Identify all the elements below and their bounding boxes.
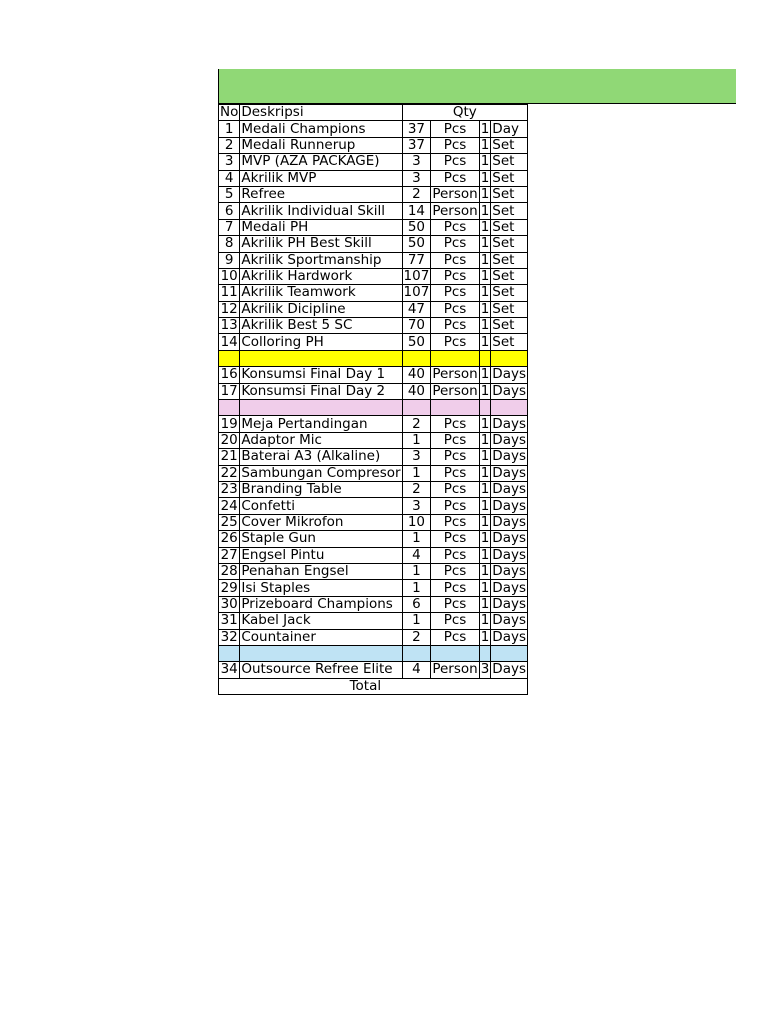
cell-period: Days: [492, 596, 526, 612]
table-row: [219, 236, 528, 252]
table-row: [219, 514, 528, 530]
cell-description: Colloring PH: [240, 334, 402, 350]
cell-count: 1: [480, 120, 490, 137]
cell-qty: 50: [402, 219, 431, 235]
cell-description: Akrilik Sportmanship: [240, 252, 402, 268]
table-row: [219, 170, 528, 186]
header-no: No: [220, 104, 239, 121]
table-row: [219, 154, 528, 170]
cell-description: Akrilik Dicipline: [240, 301, 402, 317]
cell-unit: Pcs: [431, 416, 479, 432]
cell-description: Engsel Pintu: [240, 547, 402, 563]
cell-no: 29: [219, 580, 240, 596]
table-row: [219, 285, 528, 301]
table-row: [219, 318, 528, 334]
cell-unit: Pcs: [431, 465, 479, 481]
cell-qty: 3: [402, 170, 431, 186]
cell-no: 4: [219, 170, 240, 186]
cell-no: 17: [219, 383, 240, 399]
title-banner: [218, 69, 736, 104]
cell-no: 3: [219, 154, 240, 170]
cell-qty: 2: [402, 629, 431, 645]
cell-no: 27: [219, 547, 240, 563]
cell-qty: 1: [402, 563, 431, 579]
cell-unit: Pcs: [431, 137, 479, 153]
cell-period: Days: [492, 481, 526, 498]
table-row: [219, 203, 528, 219]
cell-period: Days: [492, 661, 526, 678]
cell-qty: 107: [403, 284, 430, 301]
cell-count: 1: [480, 153, 490, 170]
table-row: [219, 629, 528, 645]
table-row: [219, 580, 528, 596]
cell-count: 1: [480, 186, 490, 203]
section-separator-blue: [219, 645, 528, 661]
cell-period: Set: [491, 137, 528, 153]
cell-no: 1: [219, 121, 240, 137]
cell-no: 10: [219, 268, 240, 284]
cell-description: Medali Runnerup: [240, 137, 402, 153]
cell-qty: 1: [402, 531, 431, 547]
cell-period: Set: [491, 186, 528, 202]
cell-period: Day: [491, 121, 528, 137]
cell-description: Konsumsi Final Day 1: [240, 367, 402, 383]
cell-qty: 37: [402, 137, 431, 153]
cell-count: 1: [480, 448, 490, 465]
cell-unit: Pcs: [431, 613, 479, 629]
cell-description: Medali PH: [240, 219, 402, 235]
cell-unit: Pcs: [431, 268, 479, 284]
cell-qty: 2: [402, 186, 431, 202]
cell-description: Medali Champions: [240, 121, 402, 137]
cell-count: 1: [480, 170, 490, 186]
cell-description: Isi Staples: [240, 580, 402, 596]
cell-no: 8: [219, 236, 240, 252]
cell-period: Set: [491, 268, 528, 284]
cell-count: 1: [480, 235, 490, 252]
header-row: [219, 105, 528, 121]
cell-unit: Pcs: [431, 596, 479, 612]
cell-period: Days: [492, 612, 526, 629]
cell-period: Set: [491, 154, 528, 170]
cell-period: Set: [491, 219, 528, 235]
table-row: [219, 465, 528, 481]
cell-no: 28: [219, 563, 240, 579]
cell-period: Days: [492, 514, 526, 530]
cell-unit: Pcs: [431, 629, 479, 645]
cell-description: Confetti: [240, 498, 402, 514]
cell-qty: 1: [402, 613, 431, 629]
cell-description: Akrilik Teamwork: [240, 285, 402, 301]
cell-no: 13: [219, 318, 240, 334]
cell-no: 23: [219, 481, 240, 497]
cell-description: Akrilik Best 5 SC: [240, 318, 402, 334]
cell-description: Penahan Engsel: [240, 563, 402, 579]
cell-period: Days: [492, 497, 526, 514]
cell-count: 3: [480, 661, 490, 678]
cell-qty: 50: [402, 334, 431, 350]
cell-unit: Person: [432, 186, 478, 203]
cell-count: 1: [480, 497, 490, 514]
cell-qty: 47: [402, 301, 431, 317]
cell-unit: Pcs: [431, 236, 479, 252]
cell-no: 6: [219, 203, 240, 219]
cell-qty: 50: [402, 236, 431, 252]
cell-no: 2: [219, 137, 240, 153]
cell-count: 1: [480, 481, 490, 498]
cell-qty: 4: [402, 547, 431, 563]
cell-unit: Pcs: [431, 498, 479, 514]
cell-period: Days: [492, 448, 526, 465]
cell-unit: Pcs: [431, 334, 479, 350]
cell-period: Days: [492, 383, 526, 399]
cell-count: 1: [480, 317, 490, 334]
cell-qty: 40: [402, 383, 431, 399]
cell-qty: 2: [402, 481, 431, 497]
cell-no: 12: [219, 301, 240, 317]
cell-no: 32: [219, 629, 240, 645]
cell-period: Set: [491, 236, 528, 252]
table-row: [219, 252, 528, 268]
cell-no: 5: [219, 186, 240, 202]
cell-unit: Pcs: [431, 154, 479, 170]
cell-unit: Pcs: [431, 547, 479, 563]
cell-qty: 37: [402, 121, 431, 137]
cell-no: 14: [219, 334, 240, 350]
cell-qty: 1: [402, 465, 431, 481]
table-row: [219, 531, 528, 547]
cell-count: 1: [480, 415, 490, 432]
cell-unit: Pcs: [431, 301, 479, 317]
table-row: [219, 498, 528, 514]
cell-unit: Person: [432, 366, 478, 383]
cell-count: 1: [480, 432, 490, 448]
cell-no: 31: [219, 613, 240, 629]
cell-period: Set: [491, 334, 528, 350]
cell-description: Outsource Refree Elite: [240, 662, 402, 678]
cell-description: Konsumsi Final Day 2: [240, 383, 402, 399]
table-row: [219, 137, 528, 153]
cell-count: 1: [480, 612, 490, 629]
cell-period: Days: [492, 579, 526, 596]
section-separator-yellow: [219, 350, 528, 366]
cell-qty: 4: [402, 662, 431, 678]
cell-period: Days: [492, 366, 526, 383]
cell-description: Refree: [240, 186, 402, 202]
cell-description: Akrilik MVP: [240, 170, 402, 186]
cell-count: 1: [480, 301, 490, 317]
cell-unit: Pcs: [431, 580, 479, 596]
cell-qty: 6: [402, 596, 431, 612]
cell-no: 22: [219, 465, 240, 481]
cell-unit: Person: [432, 202, 478, 219]
cell-no: 16: [219, 367, 240, 383]
cell-no: 34: [219, 662, 240, 678]
cell-unit: Pcs: [431, 481, 479, 497]
cell-description: Akrilik Individual Skill: [240, 203, 402, 219]
cell-period: Set: [491, 170, 528, 186]
table-row: [219, 301, 528, 317]
cell-unit: Pcs: [431, 432, 479, 448]
cell-description: MVP (AZA PACKAGE): [240, 154, 402, 170]
cell-count: 1: [480, 596, 490, 612]
cell-unit: Pcs: [431, 514, 479, 530]
section-separator-pink: [219, 400, 528, 416]
cell-no: 19: [219, 416, 240, 432]
cell-period: Set: [491, 203, 528, 219]
cell-period: Days: [492, 563, 526, 580]
table-row: [219, 547, 528, 563]
cell-period: Days: [492, 465, 526, 481]
table-row: [219, 481, 528, 497]
header-description: Deskripsi: [240, 105, 402, 121]
table-row: [219, 367, 528, 383]
cell-count: 1: [480, 219, 490, 235]
cell-qty: 14: [402, 203, 431, 219]
cell-no: 26: [219, 531, 240, 547]
table-row: [219, 186, 528, 202]
cell-unit: Pcs: [431, 170, 479, 186]
table-row: [219, 121, 528, 137]
cell-unit: Person: [432, 383, 478, 399]
cell-description: Countainer: [240, 629, 402, 645]
table-row: [219, 662, 528, 678]
cell-description: Kabel Jack: [240, 613, 402, 629]
cell-description: Akrilik Hardwork: [240, 268, 402, 284]
cell-unit: Pcs: [431, 318, 479, 334]
cell-unit: Pcs: [431, 121, 479, 137]
cell-no: 20: [219, 432, 240, 448]
cell-unit: Pcs: [431, 285, 479, 301]
cell-count: 1: [480, 383, 490, 399]
cell-count: 1: [480, 284, 490, 301]
cell-description: Branding Table: [240, 481, 402, 497]
cell-qty: 77: [402, 252, 431, 268]
cell-description: Meja Pertandingan: [240, 416, 402, 432]
cell-description: Baterai A3 (Alkaline): [240, 449, 402, 465]
cell-count: 1: [480, 202, 490, 219]
cell-count: 1: [480, 252, 490, 268]
cell-qty: 107: [403, 268, 430, 285]
header-qty: Qty: [402, 105, 527, 121]
cell-qty: 1: [402, 432, 431, 448]
cell-period: Days: [492, 415, 526, 432]
cell-count: 1: [480, 366, 490, 383]
cell-count: 1: [480, 629, 490, 645]
cell-qty: 2: [402, 416, 431, 432]
cell-count: 1: [480, 465, 490, 481]
cell-period: Days: [492, 629, 526, 645]
cell-period: Set: [491, 285, 528, 301]
table-row: [219, 449, 528, 465]
cell-no: 24: [219, 498, 240, 514]
cell-no: 9: [219, 252, 240, 268]
cell-qty: 3: [402, 449, 431, 465]
cell-period: Set: [491, 318, 528, 334]
cell-qty: 3: [402, 498, 431, 514]
cell-no: 25: [219, 514, 240, 530]
cell-unit: Person: [432, 661, 478, 678]
cell-qty: 70: [402, 318, 431, 334]
table-row: [219, 432, 528, 448]
cell-description: Adaptor Mic: [240, 432, 402, 448]
cell-description: Cover Mikrofon: [240, 514, 402, 530]
cell-unit: Pcs: [431, 219, 479, 235]
table-row: [219, 613, 528, 629]
items-table: [218, 104, 528, 695]
cell-no: 21: [219, 449, 240, 465]
cell-unit: Pcs: [431, 563, 479, 579]
cell-no: 7: [219, 219, 240, 235]
total-row: [219, 678, 528, 694]
cell-count: 1: [480, 547, 490, 563]
cell-no: 30: [219, 596, 240, 612]
table-row: [219, 596, 528, 612]
cell-count: 1: [480, 333, 490, 350]
cell-count: 1: [480, 514, 490, 530]
table-row: [219, 219, 528, 235]
cell-period: Set: [491, 301, 528, 317]
total-label: Total: [240, 678, 491, 694]
cell-description: Akrilik PH Best Skill: [240, 236, 402, 252]
table-row: [219, 334, 528, 350]
cell-unit: Pcs: [431, 252, 479, 268]
cell-count: 1: [480, 268, 490, 285]
cell-unit: Pcs: [431, 449, 479, 465]
cell-qty: 40: [402, 367, 431, 383]
cell-description: Prizeboard Champions: [240, 596, 402, 612]
cell-qty: 1: [402, 580, 431, 596]
cell-period: Days: [492, 547, 526, 563]
cell-description: Staple Gun: [240, 531, 402, 547]
cell-qty: 10: [402, 514, 431, 530]
cell-qty: 3: [402, 154, 431, 170]
cell-period: Days: [492, 530, 526, 547]
cell-period: Days: [492, 432, 526, 448]
table-row: [219, 416, 528, 432]
cell-description: Sambungan Compresor: [241, 465, 401, 481]
table-row: [219, 563, 528, 579]
table-row: [219, 268, 528, 284]
cell-count: 1: [480, 563, 490, 580]
cell-count: 1: [480, 579, 490, 596]
cell-unit: Pcs: [431, 531, 479, 547]
cell-count: 1: [480, 137, 490, 153]
cell-no: 11: [219, 285, 240, 301]
cell-period: Set: [491, 252, 528, 268]
table-row: [219, 383, 528, 399]
cell-count: 1: [480, 530, 490, 547]
